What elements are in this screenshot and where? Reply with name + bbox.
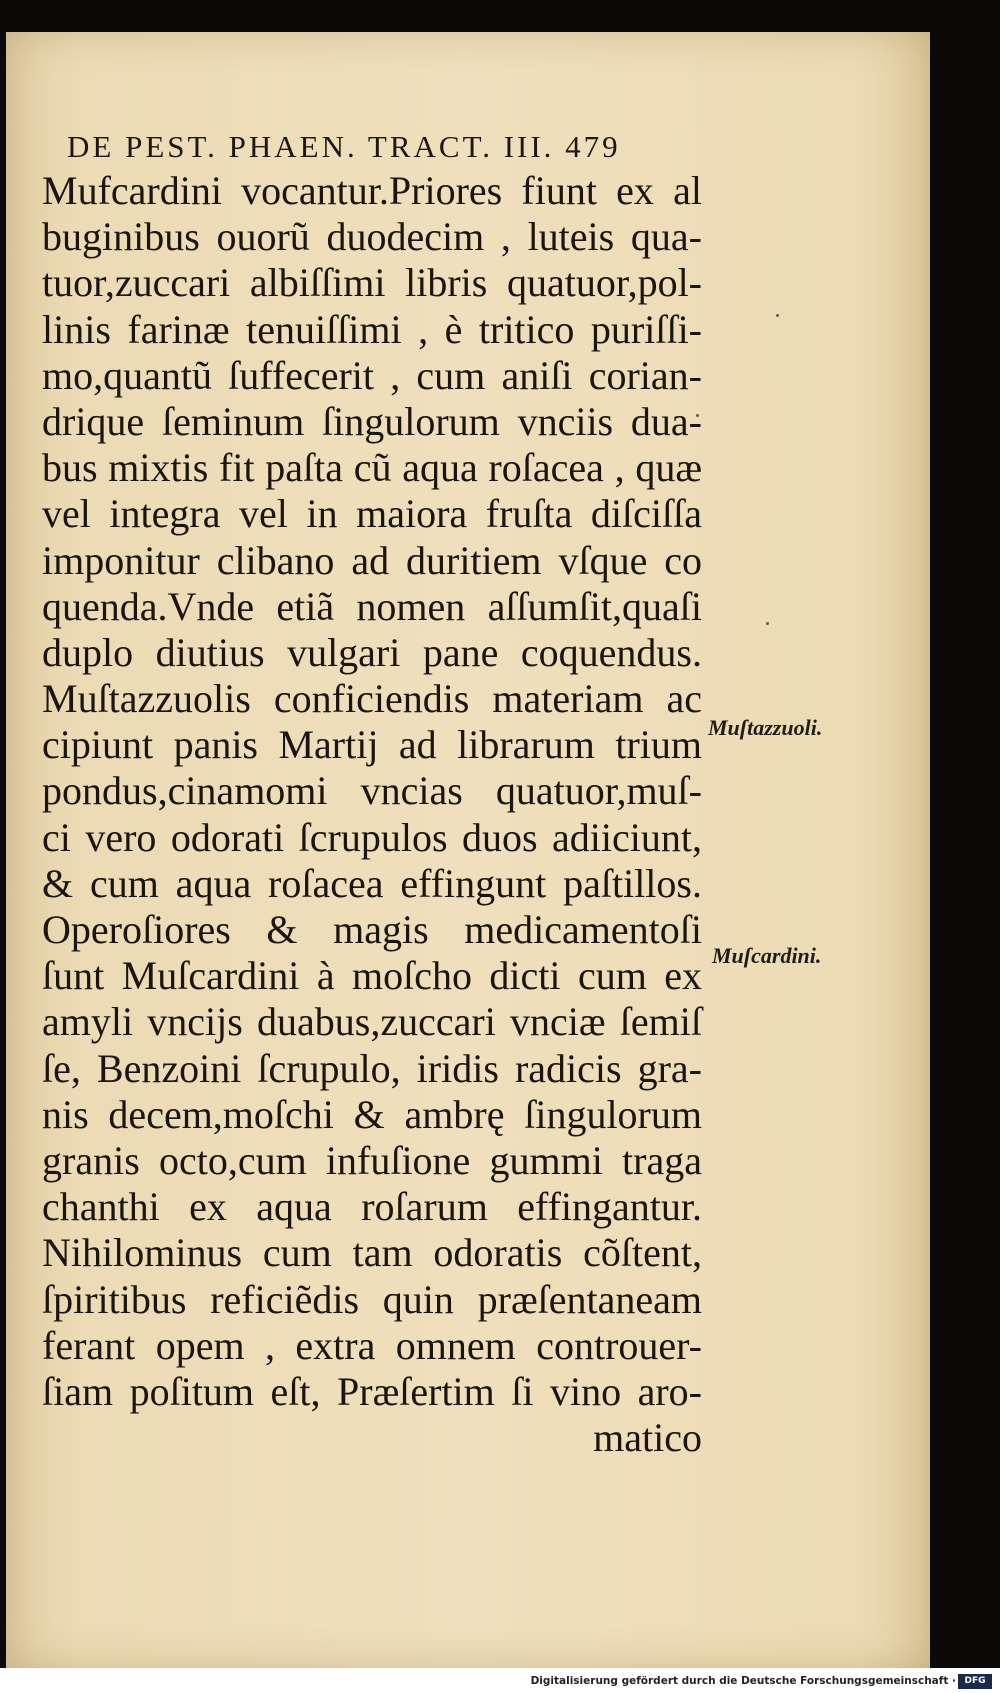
text-line: quenda.Vnde etiã nomen aſſumſit,quaſi [42, 583, 702, 629]
text-line: duplo diutius vulgari pane coquendus. [42, 629, 702, 675]
text-line: bus mixtis fit paſta cũ aqua roſacea , quæ [42, 445, 702, 491]
text-line: Nihilominus cum tam odoratis cõſtent, [42, 1230, 702, 1276]
body-text [42, 168, 702, 1461]
text-line: pondus,cinamomi vncias quatuor,muſ- [42, 768, 702, 814]
text-line: mo,quantũ ſuffecerit , cum aniſi corian- [42, 352, 702, 398]
text-line: vel integra vel in maiora fruſta diſciſſa [42, 491, 702, 537]
text-line: ſunt Muſcardini à moſcho dicti cum ex [42, 953, 702, 999]
text-line: & cum aqua roſacea effingunt paſtillos. [42, 860, 702, 906]
text-line: tuor,zuccari albiſſimi libris quatuor,pol- [42, 260, 702, 306]
marginal-note-mustazzuoli: Muſtazzuoli. [708, 715, 823, 740]
text-line: Operoſiores & magis medicamentoſi [42, 907, 702, 952]
paper-speck [776, 314, 779, 317]
text-line: chanthi ex aqua roſarum effingantur. [42, 1184, 702, 1230]
text-line: drique ſeminum ſingulorum vnciis dua- [42, 398, 702, 444]
text-line: granis octo,cum infuſione gummi traga [42, 1137, 702, 1183]
text-line: ſe, Benzoini ſcrupulo, iridis radicis gra- [42, 1045, 702, 1091]
text-line: amyli vncijs duabus,zuccari vnciæ ſemiſ [42, 999, 702, 1045]
text-line: cipiunt panis Martij ad librarum trium [42, 722, 702, 768]
text-line: Mufcardini vocantur.Priores fiunt ex al [42, 168, 702, 213]
text-line: Muſtazzuolis conficiendis materiam ac [42, 676, 702, 722]
text-line: linis farinæ tenuiſſimi , è tritico puriſſi- [42, 306, 702, 352]
funding-credit: Digitalisierung gefördert durch die Deutsche Forschungsgemeinschaft · [530, 1675, 956, 1687]
text-line: buginibus ouorũ duodecim , luteis qua- [42, 214, 702, 260]
dfg-logo-icon: DFG [958, 1674, 992, 1689]
marginal-note-muscardini: Muſcardini. [712, 943, 822, 968]
text-line: imponitur clibano ad duritiem vſque co [42, 537, 702, 583]
paper-speck [766, 622, 769, 625]
text-line: ſiam poſitum eſt, Præſertim ſi vino aro- [42, 1368, 702, 1414]
text-line: nis decem,moſchi & ambrę ſingulorum [42, 1091, 702, 1137]
running-head: DE PEST. PHAEN. TRACT. III. 479 [67, 129, 621, 164]
text-line: ci vero odorati ſcrupulos duos adiiciunt, [42, 814, 702, 860]
text-line: ſpiritibus reficiẽdis quin præſentaneam [42, 1276, 702, 1322]
catchword: matico [593, 1415, 702, 1461]
text-line: ferant opem , extra omnem controuer- [42, 1322, 702, 1368]
